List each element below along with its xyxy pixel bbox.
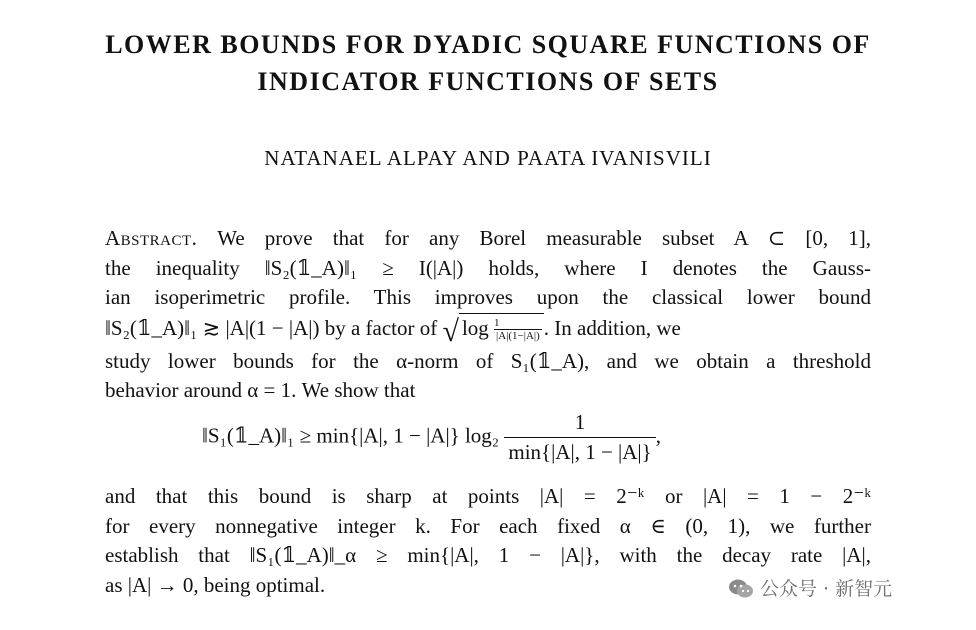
abstract-line-7: and that this bound is sharp at points |A| = 2⁻ᵏ or |A| = 1 − 2⁻ᵏ [105,484,871,508]
display-lhs: ‖S₁(𝟙_A)‖₁ ≥ min{|A|, 1 − |A|} log₂ [202,423,500,448]
abstract-text-4a: ‖S₂(𝟙_A)‖₁ ≳ |A|(1 − |A|) by a factor of [105,315,438,340]
abstract-line-1 [105,224,871,254]
display-fraction-num: 1 [574,410,586,434]
abstract-text-4b: . In addition, we [543,315,681,340]
sqrt-expression: √ log $\frac{1}{|A|(1-|A|)}$ [442,316,543,340]
paper-title [0,26,976,100]
abstract-line-3: ian isoperimetric profile. This improves upon the classical lower bound [105,285,871,309]
sqrt-fraction-num: 1 [494,317,500,330]
display-end: , [655,423,661,448]
authors: NATANAEL ALPAY AND PAATA IVANISVILI [264,146,712,170]
abstract-line-6: behavior around α = 1. We show that [105,378,416,402]
abstract-line-2: the inequality ‖S₂(𝟙_A)‖₁ ≥ I(|A|) holds, where I denotes the Gauss- [105,255,871,280]
abstract-line-9: establish that ‖S₁(𝟙_A)‖_α ≥ min{|A|, 1 − |A|}, with the decay rate |A|, [105,543,871,567]
sqrt-fraction-den: |A|(1−|A|) [496,330,540,343]
watermark-text: 公众号 · 新智元 [760,578,893,600]
abstract-line-8: for every nonnegative integer k. For each fixed α ∈ (0, 1), we further [105,513,871,538]
display-fraction-den: min{|A|, 1 − |A|} [504,437,655,465]
watermark [728,574,892,606]
sqrt-fraction [494,317,542,342]
display-equation [0,410,976,476]
title-line-2: INDICATOR FUNCTIONS OF SETS [257,67,719,96]
abstract [105,224,871,406]
display-fraction [504,410,655,465]
abstract-line-5: study lower bounds for the α-norm of S₁(𝟙_A), and we obtain a threshold [105,348,871,373]
abstract-label: Abstract. [105,226,198,250]
title-line-1: LOWER BOUNDS FOR DYADIC SQUARE FUNCTIONS OF [105,30,871,59]
wechat-icon [728,577,754,606]
abstract-line-4 [105,313,871,347]
sqrt-log: log [461,315,489,340]
abstract-line-10: as |A| → 0, being optimal. [105,572,326,597]
abstract-text-1: We prove that for any Borel measurable subset A ⊂ [0, 1], [217,226,871,250]
